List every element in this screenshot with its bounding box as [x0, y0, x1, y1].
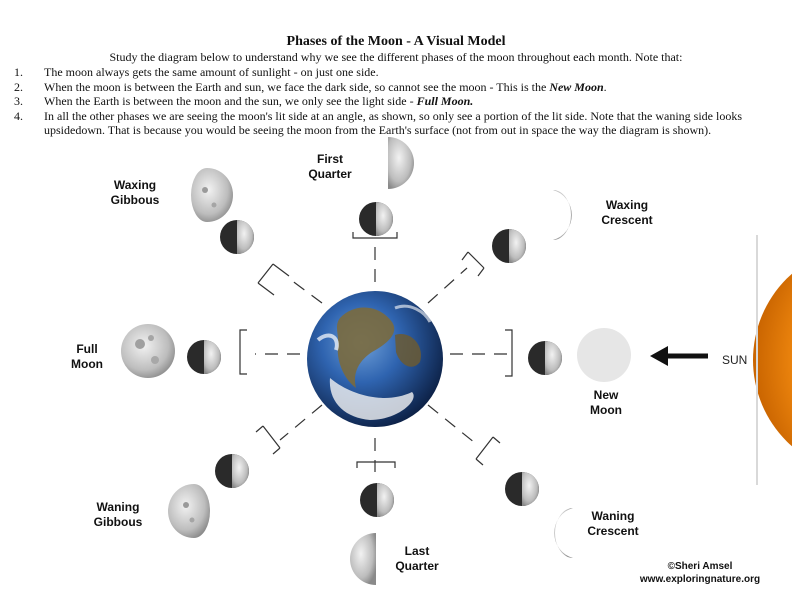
label-line: Quarter [308, 167, 352, 181]
inner-moon-north [359, 202, 393, 236]
bracket-northwest [258, 264, 289, 295]
label-line: Moon [590, 403, 622, 417]
intro-text: Study the diagram below to understand why we see the different phases of the moon throughout each month. Note that: [109, 50, 683, 64]
label-line: Quarter [395, 559, 439, 573]
inner-moon-southeast [505, 472, 539, 506]
label-waning-gibbous [73, 500, 163, 530]
inner-moon-southwest [215, 454, 249, 488]
label-line: Last [404, 544, 430, 558]
inner-moon-northwest [220, 220, 254, 254]
note-text: When the moon is between the Earth and sun, we face the dark side, so cannot see the moon - This is the [44, 79, 550, 94]
bracket-southeast [476, 437, 500, 465]
bracket-southwest [256, 426, 280, 454]
earth-icon [307, 291, 443, 427]
sun-icon [753, 245, 792, 475]
bracket-northeast [462, 252, 484, 276]
label-full-moon [42, 342, 132, 372]
label-line: Crescent [601, 213, 653, 227]
inner-moon-west [187, 340, 221, 374]
spoke-northeast [428, 268, 467, 303]
label-line: Gibbous [93, 515, 143, 529]
label-line: Waning [591, 509, 635, 523]
label-line: Gibbous [110, 193, 160, 207]
label-line: Full [76, 342, 98, 356]
note-number: 2. [14, 79, 23, 94]
label-line: Crescent [587, 524, 639, 538]
moon-waxing-gibbous-icon [191, 168, 233, 222]
sunlight-arrow-head [650, 346, 668, 366]
moon-waning-gibbous-icon [168, 484, 210, 538]
note-text: In all the other phases we are seeing the moon's lit side at an angle, as shown, so only see a portion of the lit side. Note that the waning side looks upsidedown. That is because you would be seeing the moon from the Earth's surface (not from out in space the way the diagram is shown). [44, 108, 743, 137]
page-title: Phases of the Moon - A Visual Model [286, 34, 506, 49]
moon-new-icon [577, 328, 631, 382]
credit-website: www.exploringnature.org [639, 574, 761, 585]
label-first-quarter [285, 152, 375, 182]
bracket-south [357, 462, 395, 468]
label-new-moon [561, 388, 651, 418]
bracket-east [505, 330, 512, 376]
moon-first-quarter-icon [388, 137, 414, 189]
bracket-west [240, 330, 247, 374]
label-line: Waxing [605, 198, 649, 212]
label-line: Moon [71, 357, 103, 371]
credit [620, 560, 780, 586]
inner-moon-east [528, 341, 562, 375]
label-line: Waning [96, 500, 140, 514]
note-suffix: . [603, 79, 607, 94]
inner-moon-south [360, 483, 394, 517]
moon-waxing-crescent-icon [553, 190, 572, 240]
label-waxing-gibbous [90, 178, 180, 208]
note-number: 4. [14, 108, 23, 123]
note-text: The moon always gets the same amount of sunlight - on just one side. [44, 65, 379, 79]
credit-author: ©Sheri Amsel [667, 561, 733, 572]
label-line: Waxing [113, 178, 157, 192]
note-emphasis: New Moon [549, 79, 604, 94]
spoke-northwest [287, 277, 322, 303]
label-last-quarter [372, 544, 462, 574]
inner-moon-northeast [492, 229, 526, 263]
note-number: 1. [14, 65, 23, 79]
note-emphasis: Full Moon. [416, 94, 474, 108]
label-line: New [593, 388, 619, 402]
spoke-southeast [428, 405, 475, 443]
sun-label: SUN [722, 353, 748, 367]
note-number: 3. [14, 94, 23, 108]
label-waxing-crescent [582, 198, 672, 228]
label-line: First [316, 152, 343, 166]
spoke-southwest [280, 405, 322, 440]
label-waning-crescent [568, 509, 658, 539]
note-text: When the Earth is between the moon and the sun, we only see the light side - [44, 94, 417, 108]
